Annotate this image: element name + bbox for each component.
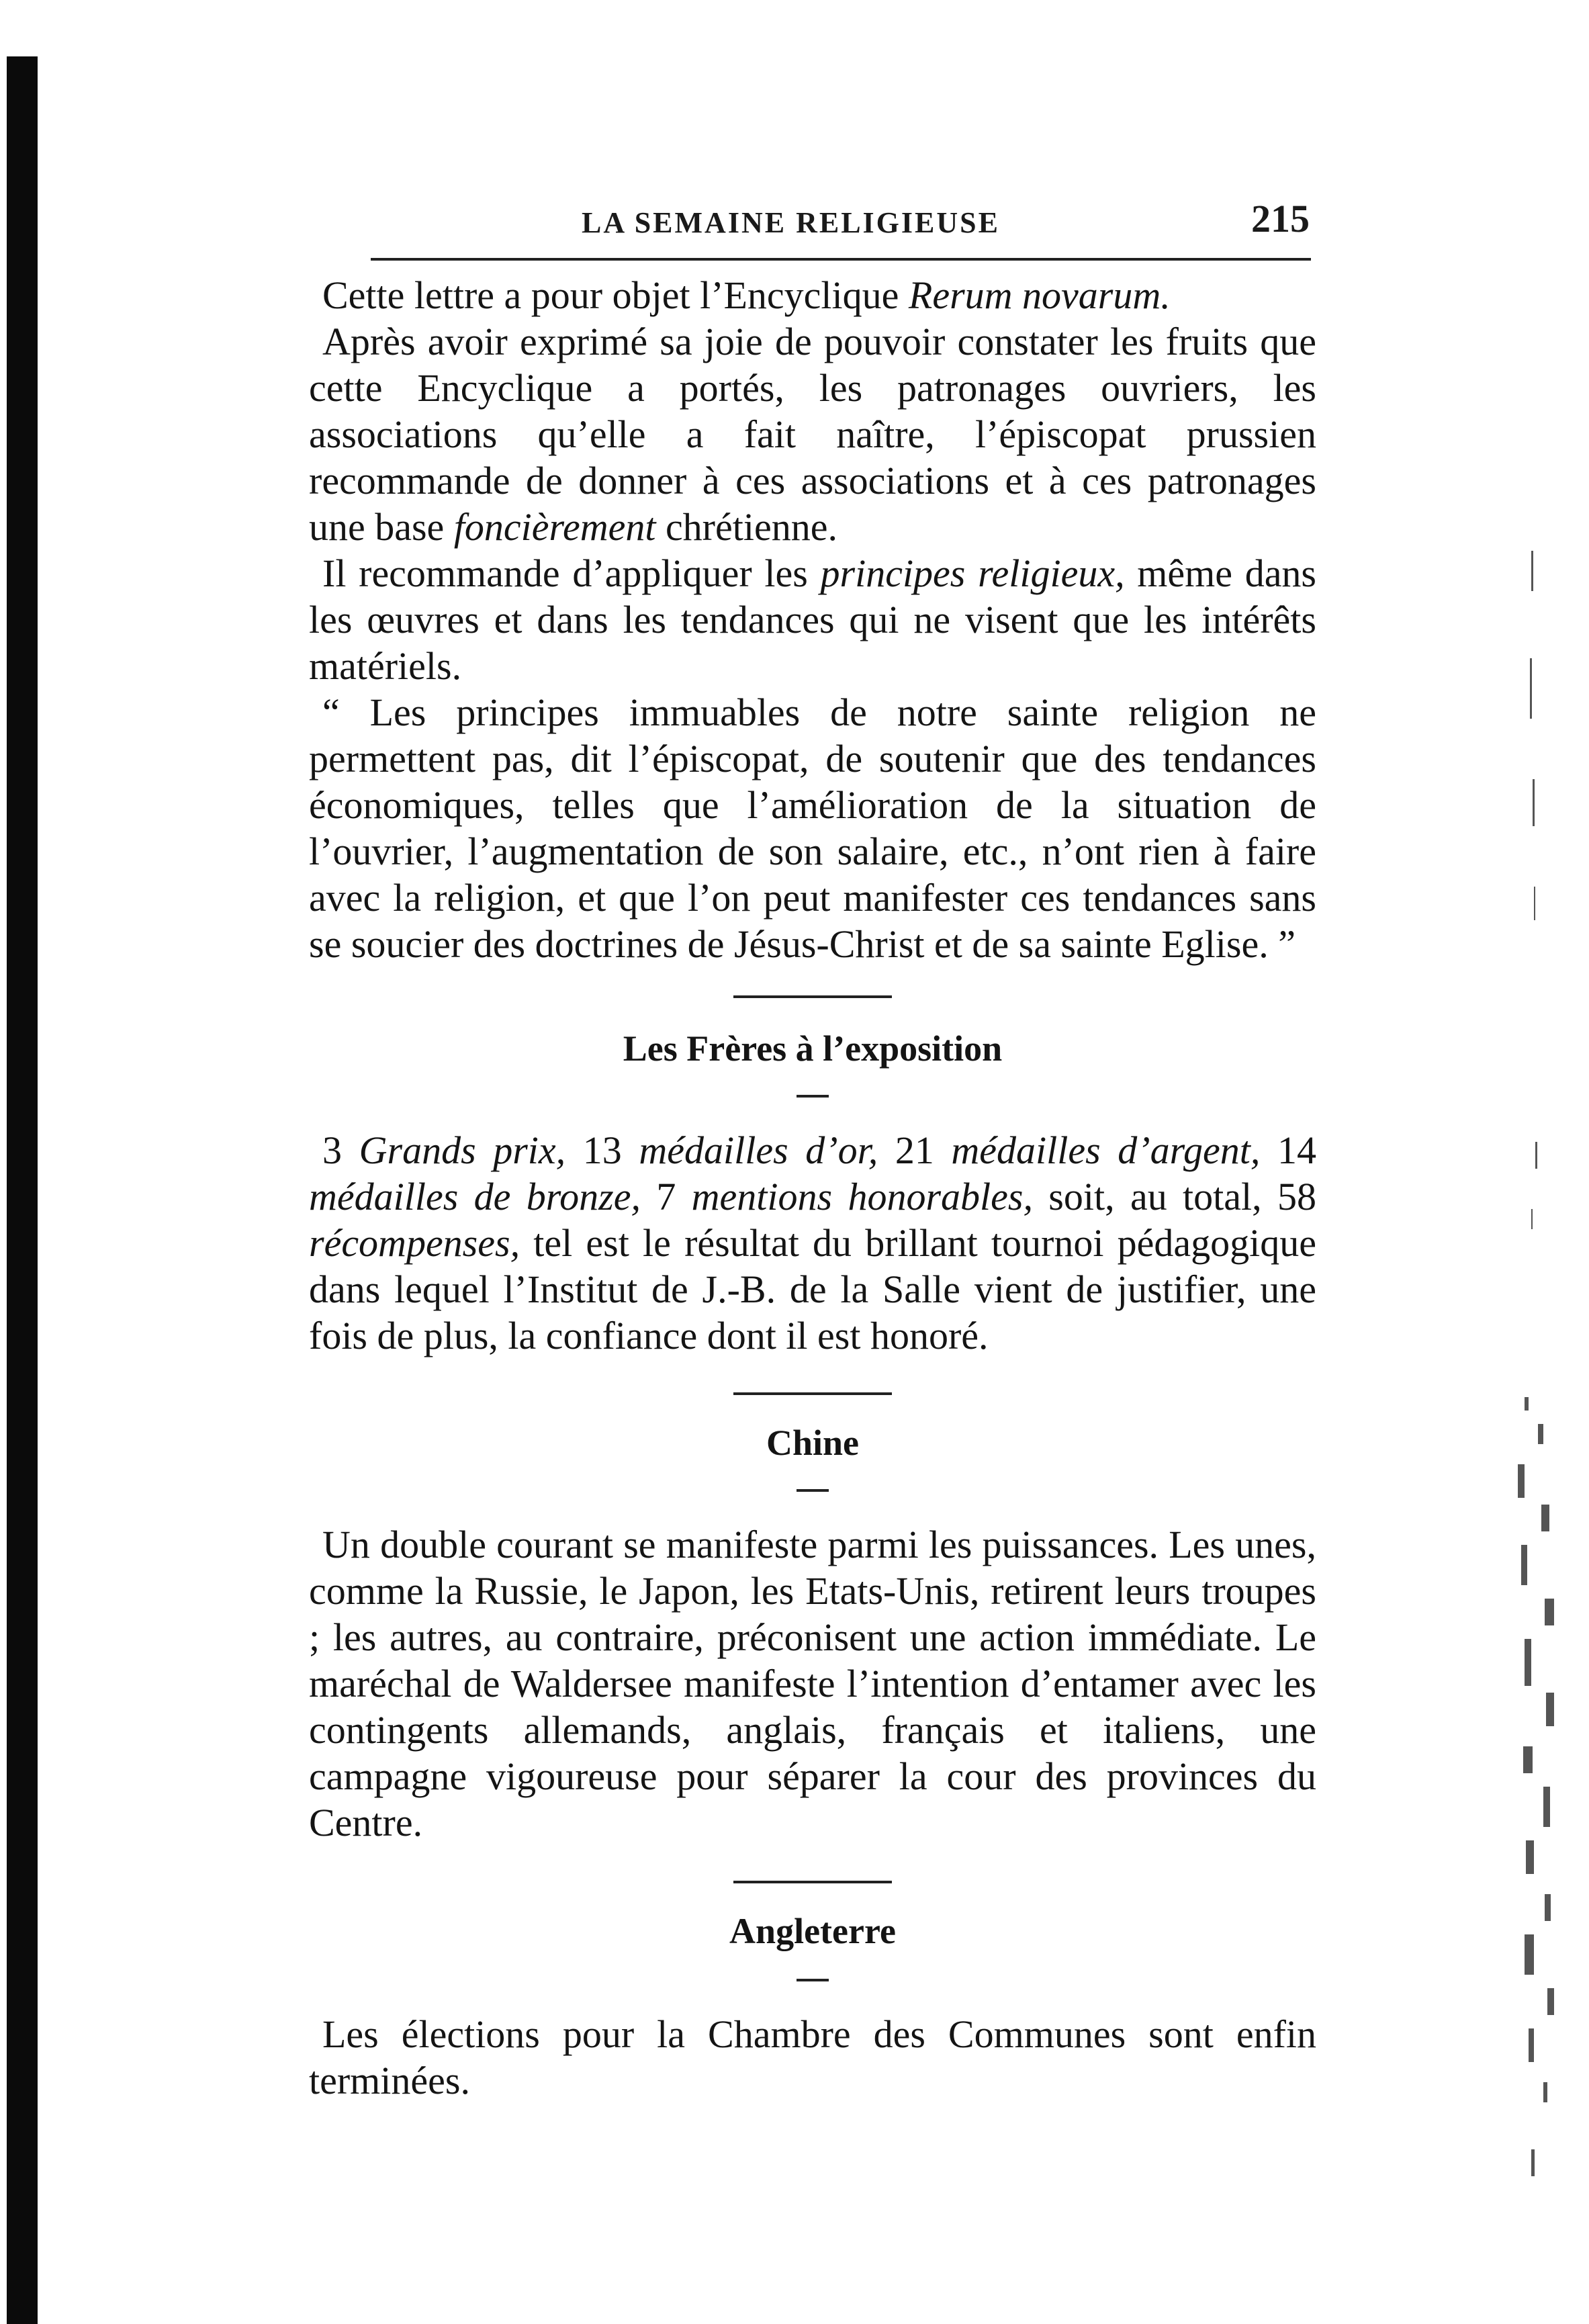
quotation-paragraph: “ Les principes immuables de notre sainte religion ne permettent pas, dit l’épiscopat, de soutenir que des tendances économiques, telles que l’amélioration de la situation de l’ouvrier, l’augmentation de son salaire, etc., n’ont rien à faire avec la religion, et que l’on peut manifester ces tendances sans se soucier des doctrines de Jésus-Christ et de sa sainte Eglise. ” xyxy=(309,690,1316,966)
scan-binding-edge xyxy=(7,56,38,2324)
section-divider xyxy=(733,1392,892,1395)
title-dash xyxy=(797,1095,829,1098)
page-number: 215 xyxy=(1251,197,1310,240)
intro-paragraph-1: Cette lettre a pour objet l’Encyclique Rerum novarum. xyxy=(322,273,1171,317)
running-title: LA SEMAINE RELIGIEUSE xyxy=(582,206,1000,239)
title-dash xyxy=(797,1979,829,1981)
section-title-angleterre: Angleterre xyxy=(729,1911,896,1951)
header-rule xyxy=(371,258,1311,261)
section-title-chine: Chine xyxy=(766,1423,860,1463)
encyclical-title: Rerum novarum. xyxy=(908,273,1171,317)
section-title-freres: Les Frères à l’exposition xyxy=(623,1028,1003,1069)
section-divider xyxy=(733,995,892,998)
page-header xyxy=(430,196,1310,243)
chine-paragraph: Un double courant se manifeste parmi les puissances. Les unes, comme la Russie, le Japon, les Etats-Unis, retirent leurs troupes ; les autres, au contraire, préconisent une action immédiate. Le maréchal de Waldersee manifeste l’intention d’entamer avec les contingents allemands, anglais, français et italiens, une campagne vigoureuse pour séparer la cour des provinces du Centre. xyxy=(309,1523,1316,1844)
intro-paragraph-3: Il recommande d’appliquer les principes religieux, même dans les œuvres et dans les tendances qui ne visent que les intérêts matériels. xyxy=(309,551,1317,688)
title-dash xyxy=(797,1489,829,1492)
section-divider xyxy=(733,1881,892,1883)
freres-paragraph: 3 Grands prix, 13 médailles d’or, 21 médailles d’argent, 14 médailles de bronze, 7 mentions honorables, soit, au total, 58 récompenses, tel est le résultat du brillant tournoi pédagogique dans lequel l’Institut de J.-B. de la Salle vient de justifier, une fois de plus, la confiance dont il est honoré. xyxy=(309,1128,1317,1357)
page-body xyxy=(309,272,1316,2104)
scan-noise-strip xyxy=(1504,537,1572,2284)
intro-paragraph-2: Après avoir exprimé sa joie de pouvoir constater les fruits que cette Encyclique a portés, les patronages ouvriers, les associations qu’elle a fait naître, l’épiscopat prussien recommande de donner à ces associations et à ces patronages une base foncièrement chrétienne. xyxy=(309,320,1316,549)
angleterre-paragraph: Les élections pour la Chambre des Communes sont enfin terminées. xyxy=(309,2012,1316,2102)
